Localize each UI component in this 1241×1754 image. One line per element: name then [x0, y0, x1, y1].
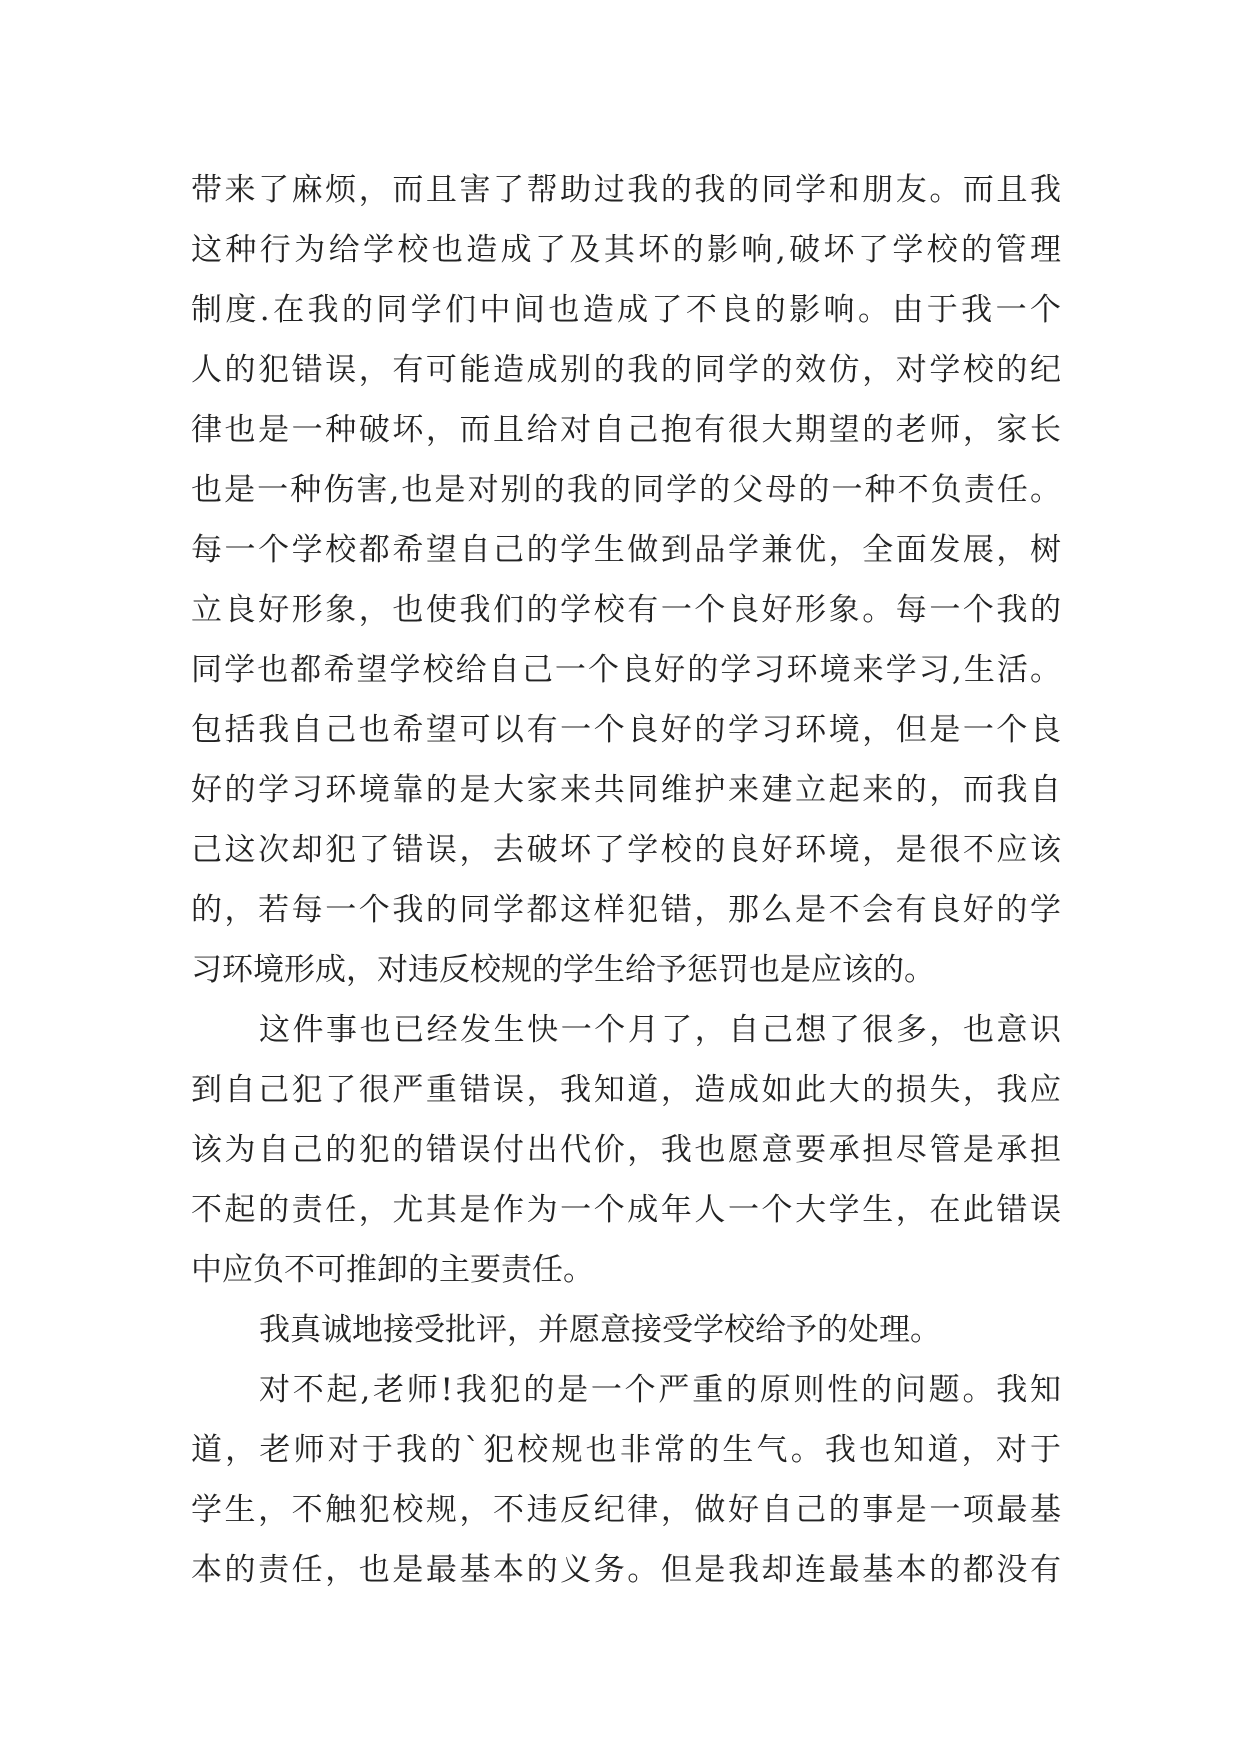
text-line: 制度.在我的同学们中间也造成了不良的影响。由于我一个	[191, 292, 1061, 328]
text-line: 中应负不可推卸的主要责任。	[191, 1252, 594, 1288]
text-line: 到自己犯了很严重错误，我知道，造成如此大的损失，我应	[191, 1072, 1061, 1108]
text-line: 学生，不触犯校规，不违反纪律，做好自己的事是一项最基	[191, 1492, 1061, 1528]
text-line: 习环境形成，对违反校规的学生给予惩罚也是应该的。	[191, 952, 935, 988]
text-line: 的，若每一个我的同学都这样犯错，那么是不会有良好的学	[191, 892, 1061, 928]
text-line: 我真诚地接受批评，并愿意接受学校给予的处理。	[259, 1312, 941, 1348]
text-line: 好的学习环境靠的是大家来共同维护来建立起来的，而我自	[191, 772, 1061, 808]
text-line: 这种行为给学校也造成了及其坏的影响,破坏了学校的管理	[191, 232, 1061, 268]
text-line: 带来了麻烦，而且害了帮助过我的我的同学和朋友。而且我	[191, 172, 1061, 208]
text-line: 己这次却犯了错误，去破坏了学校的良好环境，是很不应该	[191, 832, 1061, 868]
text-line: 律也是一种破坏，而且给对自己抱有很大期望的老师，家长	[191, 412, 1061, 448]
text-line: 对不起,老师!我犯的是一个严重的原则性的问题。我知	[259, 1372, 1061, 1408]
text-line: 本的责任，也是最基本的义务。但是我却连最基本的都没有	[191, 1552, 1061, 1588]
text-line: 立良好形象，也使我们的学校有一个良好形象。每一个我的	[191, 592, 1061, 628]
text-line: 不起的责任，尤其是作为一个成年人一个大学生，在此错误	[191, 1192, 1061, 1228]
text-line: 也是一种伤害,也是对别的我的同学的父母的一种不负责任。	[191, 472, 1061, 508]
body-text	[191, 160, 1061, 1600]
text-line: 每一个学校都希望自己的学生做到品学兼优，全面发展，树	[191, 532, 1061, 568]
text-line: 包括我自己也希望可以有一个良好的学习环境，但是一个良	[191, 712, 1061, 748]
text-line: 同学也都希望学校给自己一个良好的学习环境来学习,生活。	[191, 652, 1061, 688]
text-line: 这件事也已经发生快一个月了，自己想了很多，也意识	[259, 1012, 1061, 1048]
text-line: 道，老师对于我的`犯校规也非常的生气。我也知道，对于	[191, 1432, 1061, 1468]
text-line: 人的犯错误，有可能造成别的我的同学的效仿，对学校的纪	[191, 352, 1061, 388]
text-line: 该为自己的犯的错误付出代价，我也愿意要承担尽管是承担	[191, 1132, 1061, 1168]
